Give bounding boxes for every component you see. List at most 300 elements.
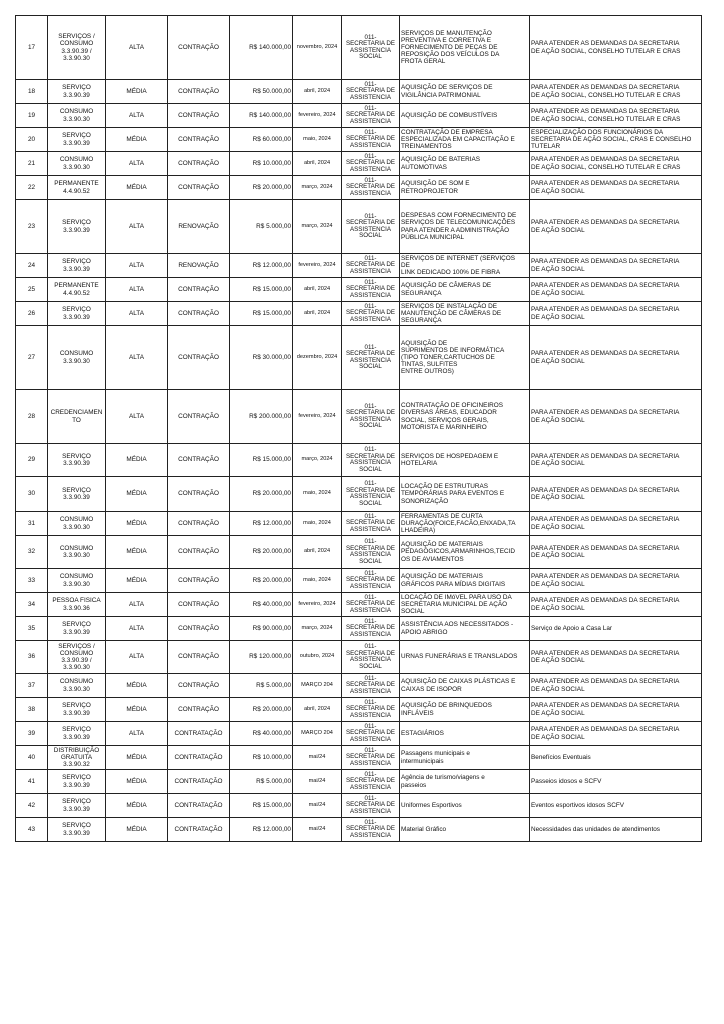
item-description-text: CONTRATAÇÃO DE EMPRESA ESPECIALIZADA EM CAPACITAÇÃO E TREINAMENTOS bbox=[401, 128, 515, 151]
table-row bbox=[16, 617, 702, 641]
item-description-text: DESPESAS COM FORNECIMENTO DE SERVIÇOS DE TELECOMUNICAÇÕES PARA ATENDER A ADMINISTRAÇÃO PÚBLICA MUNICIPAL bbox=[401, 212, 517, 241]
contract-type-text: CONTRAÇÃO bbox=[178, 43, 219, 51]
cell-justification bbox=[530, 176, 702, 200]
cell-row-number bbox=[16, 444, 48, 477]
cell-department bbox=[342, 16, 400, 80]
amount-text: R$ 20.000,00 bbox=[252, 548, 291, 556]
table-row bbox=[16, 104, 702, 128]
item-description-text: AQUISIÇÃO DE SUPRIMENTOS DE INFORMÁTICA (TIPO TONER,CARTUCHOS DE TINTAS, SULFITES ENTRE OUTROS) bbox=[401, 339, 505, 376]
cell-expense-category bbox=[48, 444, 106, 477]
cell-row-number bbox=[16, 128, 48, 152]
cell-item-description bbox=[400, 326, 530, 390]
amount-text: R$ 50.000,00 bbox=[252, 87, 291, 95]
cell-row-number bbox=[16, 176, 48, 200]
contract-type-text: CONTRAÇÃO bbox=[178, 309, 219, 317]
amount-text: R$ 200.000,00 bbox=[249, 412, 291, 420]
cell-item-description bbox=[400, 698, 530, 722]
cell-justification bbox=[530, 302, 702, 326]
expense-category-text: PERMANENTE 4.4.90.52 bbox=[54, 282, 99, 297]
cell-expense-category bbox=[48, 698, 106, 722]
contract-type-text: CONTRATAÇÃO bbox=[174, 825, 223, 833]
cell-justification bbox=[530, 254, 702, 278]
cell-item-description bbox=[400, 80, 530, 104]
table-row bbox=[16, 152, 702, 176]
table-row bbox=[16, 302, 702, 326]
priority-text: MÉDIA bbox=[126, 753, 147, 761]
cell-contract-type bbox=[168, 770, 230, 794]
cell-priority bbox=[106, 770, 168, 794]
amount-text: R$ 40.000,00 bbox=[252, 729, 291, 737]
contract-type-text: CONTRAÇÃO bbox=[178, 519, 219, 527]
amount-text: R$ 20.000,00 bbox=[252, 490, 291, 498]
justification-text: PARA ATENDER AS DEMANDAS DA SECRETARIA DE AÇÃO SOCIAL bbox=[531, 350, 680, 365]
priority-text: ALTA bbox=[128, 261, 145, 269]
cell-contract-type bbox=[168, 200, 230, 254]
cell-contract-type bbox=[168, 722, 230, 746]
cell-amount bbox=[230, 536, 293, 569]
cell-expense-category bbox=[48, 128, 106, 152]
planned-date-text: abril, 2024 bbox=[303, 705, 331, 712]
item-description-text: AQUISIÇÃO DE BRINQUEDOS INFLÁVEIS bbox=[401, 702, 492, 717]
amount-text: R$ 15.000,00 bbox=[252, 285, 291, 293]
table-row bbox=[16, 278, 702, 302]
priority-text: MÉDIA bbox=[126, 576, 147, 584]
amount-text: R$ 10.000,00 bbox=[252, 753, 291, 761]
priority-text: ALTA bbox=[128, 111, 145, 119]
contract-type-text: CONTRAÇÃO bbox=[178, 183, 219, 191]
cell-expense-category bbox=[48, 674, 106, 698]
planned-date-text: mai/24 bbox=[308, 777, 326, 784]
justification-text: PARA ATENDER AS DEMANDAS DA SECRETARIA DE AÇÃO SOCIAL bbox=[531, 282, 680, 297]
planned-date-text: fevereiro, 2024 bbox=[298, 111, 336, 118]
priority-text: ALTA bbox=[128, 353, 145, 361]
item-description-text: AQUISIÇÃO DE SERVIÇOS DE VIGILÂNCIA PATRIMONIAL bbox=[401, 84, 493, 99]
cell-department bbox=[342, 152, 400, 176]
cell-amount bbox=[230, 152, 293, 176]
department-text: 011- SECRETARIA DE ASSISTENCIA SOCIAL bbox=[345, 402, 396, 429]
cell-row-number bbox=[16, 390, 48, 444]
department-text: 011- SECRETARIA DE ASSISTENCIA bbox=[345, 617, 396, 638]
priority-text: ALTA bbox=[128, 159, 145, 167]
contract-type-text: CONTRAÇÃO bbox=[178, 353, 219, 361]
cell-contract-type bbox=[168, 818, 230, 842]
table-row bbox=[16, 390, 702, 444]
cell-priority bbox=[106, 390, 168, 444]
amount-text: R$ 20.000,00 bbox=[252, 183, 291, 191]
cell-amount bbox=[230, 444, 293, 477]
row-number-text: 40 bbox=[27, 753, 36, 761]
cell-row-number bbox=[16, 302, 48, 326]
cell-justification bbox=[530, 128, 702, 152]
justification-text: PARA ATENDER AS DEMANDAS DA SECRETARIA DE AÇÃO SOCIAL, CONSELHO TUTELAR E CRAS bbox=[531, 156, 681, 171]
cell-row-number bbox=[16, 104, 48, 128]
cell-department bbox=[342, 176, 400, 200]
cell-row-number bbox=[16, 152, 48, 176]
department-text: 011- SECRETARIA DE ASSISTENCIA bbox=[345, 302, 396, 323]
cell-expense-category bbox=[48, 254, 106, 278]
item-description-text: AQUISIÇÃO DE CAIXAS PLÁSTICAS E CAIXAS DE ISOPOR bbox=[401, 678, 516, 693]
cell-planned-date bbox=[293, 536, 342, 569]
planned-date-text: maio, 2024 bbox=[303, 519, 331, 526]
cell-priority bbox=[106, 477, 168, 512]
cell-department bbox=[342, 770, 400, 794]
row-number-text: 28 bbox=[27, 412, 36, 420]
expense-category-text: SERVIÇO 3.3.90.39 bbox=[62, 798, 91, 813]
justification-text: PARA ATENDER AS DEMANDAS DA SECRETARIA DE AÇÃO SOCIAL, CONSELHO TUTELAR E CRAS bbox=[531, 108, 681, 123]
cell-item-description bbox=[400, 818, 530, 842]
expense-category-text: SERVIÇO 3.3.90.39 bbox=[62, 219, 91, 234]
cell-planned-date bbox=[293, 593, 342, 617]
contract-type-text: CONTRAÇÃO bbox=[178, 653, 219, 661]
cell-item-description bbox=[400, 794, 530, 818]
cell-department bbox=[342, 326, 400, 390]
item-description-text: SERVIÇOS DE HOSPEDAGEM E HOTELARIA bbox=[401, 452, 499, 467]
expense-category-text: SERVIÇO 3.3.90.39 bbox=[62, 132, 91, 147]
department-text: 011- SECRETARIA DE ASSISTENCIA bbox=[345, 176, 396, 197]
priority-text: ALTA bbox=[128, 222, 145, 230]
cell-expense-category bbox=[48, 722, 106, 746]
cell-contract-type bbox=[168, 104, 230, 128]
contract-type-text: RENOVAÇÃO bbox=[178, 222, 219, 230]
cell-amount bbox=[230, 569, 293, 593]
table-row bbox=[16, 770, 702, 794]
item-description-text: AQUISIÇÃO DE MATERIAIS GRÁFICOS PARA MÍDIAS DIGITAIS bbox=[401, 573, 506, 588]
cell-expense-category bbox=[48, 152, 106, 176]
cell-item-description bbox=[400, 593, 530, 617]
item-description-text: AQUISIÇÃO DE CÂMERAS DE SEGURANÇA bbox=[401, 282, 492, 297]
cell-justification bbox=[530, 278, 702, 302]
row-number-text: 39 bbox=[27, 729, 36, 737]
cell-justification bbox=[530, 536, 702, 569]
expense-category-text: SERVIÇO 3.3.90.39 bbox=[62, 774, 91, 789]
table-row bbox=[16, 569, 702, 593]
cell-amount bbox=[230, 254, 293, 278]
justification-text: PARA ATENDER AS DEMANDAS DA SECRETARIA DE AÇÃO SOCIAL, CONSELHO TUTELAR E CRAS bbox=[531, 84, 681, 99]
expense-category-text: CONSUMO 3.3.90.30 bbox=[59, 573, 94, 588]
cell-planned-date bbox=[293, 80, 342, 104]
cell-contract-type bbox=[168, 593, 230, 617]
cell-planned-date bbox=[293, 674, 342, 698]
department-text: 011- SECRETARIA DE ASSISTENCIA SOCIAL bbox=[345, 33, 396, 60]
cell-contract-type bbox=[168, 536, 230, 569]
justification-text: Necessidades das unidades de atendimentos bbox=[531, 825, 660, 833]
table-row bbox=[16, 16, 702, 80]
cell-row-number bbox=[16, 16, 48, 80]
cell-justification bbox=[530, 512, 702, 536]
cell-item-description bbox=[400, 617, 530, 641]
table-row bbox=[16, 698, 702, 722]
cell-priority bbox=[106, 254, 168, 278]
row-number-text: 29 bbox=[27, 456, 36, 464]
cell-planned-date bbox=[293, 794, 342, 818]
department-text: 011- SECRETARIA DE ASSISTENCIA bbox=[345, 770, 396, 791]
cell-amount bbox=[230, 326, 293, 390]
justification-text: PARA ATENDER AS DEMANDAS DA SECRETARIA DE AÇÃO SOCIAL bbox=[531, 726, 680, 741]
row-number-text: 37 bbox=[27, 681, 36, 689]
planned-date-text: abril, 2024 bbox=[303, 87, 331, 94]
amount-text: R$ 40.000,00 bbox=[252, 600, 291, 608]
cell-department bbox=[342, 80, 400, 104]
priority-text: ALTA bbox=[128, 624, 145, 632]
table-row bbox=[16, 176, 702, 200]
amount-text: R$ 15.000,00 bbox=[252, 309, 291, 317]
table-body bbox=[16, 16, 702, 842]
cell-expense-category bbox=[48, 617, 106, 641]
planned-date-text: abril, 2024 bbox=[303, 285, 331, 292]
cell-expense-category bbox=[48, 80, 106, 104]
cell-justification bbox=[530, 674, 702, 698]
row-number-text: 24 bbox=[27, 261, 36, 269]
department-text: 011- SECRETARIA DE ASSISTENCIA bbox=[345, 746, 396, 767]
contract-type-text: CONTRAÇÃO bbox=[178, 490, 219, 498]
cell-justification bbox=[530, 641, 702, 674]
cell-department bbox=[342, 128, 400, 152]
item-description-text: AQUISIÇÃO DE SOM E RETROPROJETOR bbox=[401, 180, 470, 195]
cell-justification bbox=[530, 104, 702, 128]
contract-type-text: CONTRAÇÃO bbox=[178, 705, 219, 713]
row-number-text: 34 bbox=[27, 600, 36, 608]
cell-item-description bbox=[400, 569, 530, 593]
department-text: 011- SECRETARIA DE ASSISTENCIA SOCIAL bbox=[345, 643, 396, 670]
justification-text: PARA ATENDER AS DEMANDAS DA SECRETARIA DE AÇÃO SOCIAL, CONSELHO TUTELAR E CRAS bbox=[531, 40, 681, 55]
cell-item-description bbox=[400, 477, 530, 512]
cell-priority bbox=[106, 569, 168, 593]
row-number-text: 21 bbox=[27, 159, 36, 167]
department-text: 011- SECRETARIA DE ASSISTENCIA bbox=[345, 152, 396, 173]
justification-text: PARA ATENDER AS DEMANDAS DA SECRETARIA DE AÇÃO SOCIAL bbox=[531, 486, 680, 501]
cell-planned-date bbox=[293, 104, 342, 128]
justification-text: PARA ATENDER AS DEMANDAS DA SECRETARIA DE AÇÃO SOCIAL bbox=[531, 516, 680, 531]
amount-text: R$ 15.000,00 bbox=[252, 801, 291, 809]
planned-date-text: outubro, 2024 bbox=[299, 653, 335, 660]
cell-priority bbox=[106, 302, 168, 326]
row-number-text: 30 bbox=[27, 490, 36, 498]
row-number-text: 22 bbox=[27, 183, 36, 191]
cell-amount bbox=[230, 390, 293, 444]
amount-text: R$ 5.000,00 bbox=[256, 777, 291, 785]
cell-item-description bbox=[400, 770, 530, 794]
row-number-text: 20 bbox=[27, 135, 36, 143]
justification-text: PARA ATENDER AS DEMANDAS DA SECRETARIA DE AÇÃO SOCIAL bbox=[531, 452, 680, 467]
table-row bbox=[16, 512, 702, 536]
cell-item-description bbox=[400, 200, 530, 254]
cell-department bbox=[342, 698, 400, 722]
expense-category-text: SERVIÇO 3.3.90.39 bbox=[62, 702, 91, 717]
cell-department bbox=[342, 641, 400, 674]
cell-contract-type bbox=[168, 390, 230, 444]
amount-text: R$ 120.000,00 bbox=[249, 653, 291, 661]
cell-planned-date bbox=[293, 818, 342, 842]
cell-priority bbox=[106, 536, 168, 569]
cell-justification bbox=[530, 746, 702, 770]
cell-expense-category bbox=[48, 200, 106, 254]
contract-type-text: CONTRAÇÃO bbox=[178, 285, 219, 293]
justification-text: PARA ATENDER AS DEMANDAS DA SECRETARIA DE AÇÃO SOCIAL bbox=[531, 573, 680, 588]
cell-amount bbox=[230, 128, 293, 152]
cell-priority bbox=[106, 200, 168, 254]
cell-contract-type bbox=[168, 128, 230, 152]
priority-text: MÉDIA bbox=[126, 705, 147, 713]
cell-amount bbox=[230, 176, 293, 200]
cell-priority bbox=[106, 176, 168, 200]
cell-priority bbox=[106, 746, 168, 770]
department-text: 011- SECRETARIA DE ASSISTENCIA bbox=[345, 674, 396, 695]
cell-row-number bbox=[16, 326, 48, 390]
table-row bbox=[16, 444, 702, 477]
cell-planned-date bbox=[293, 641, 342, 674]
cell-department bbox=[342, 794, 400, 818]
planned-date-text: abril, 2024 bbox=[303, 159, 331, 166]
row-number-text: 41 bbox=[27, 777, 36, 785]
cell-amount bbox=[230, 512, 293, 536]
cell-expense-category bbox=[48, 794, 106, 818]
expense-category-text: SERVIÇO 3.3.90.39 bbox=[62, 258, 91, 273]
priority-text: MÉDIA bbox=[126, 519, 147, 527]
department-text: 011- SECRETARIA DE ASSISTENCIA bbox=[345, 278, 396, 299]
contract-type-text: CONTRAÇÃO bbox=[178, 456, 219, 464]
row-number-text: 26 bbox=[27, 309, 36, 317]
amount-text: R$ 10.000,00 bbox=[252, 159, 291, 167]
table-row bbox=[16, 477, 702, 512]
contract-type-text: CONTRAÇÃO bbox=[178, 624, 219, 632]
cell-department bbox=[342, 302, 400, 326]
contract-type-text: CONTRAÇÃO bbox=[178, 87, 219, 95]
justification-text: Eventos esportivos idosos SCFV bbox=[531, 801, 625, 809]
department-text: 011- SECRETARIA DE ASSISTENCIA bbox=[345, 254, 396, 275]
cell-item-description bbox=[400, 746, 530, 770]
expense-category-text: CONSUMO 3.3.90.30 bbox=[59, 678, 94, 693]
item-description-text: ESTAGIÁRIOS bbox=[401, 729, 444, 737]
cell-department bbox=[342, 617, 400, 641]
cell-amount bbox=[230, 80, 293, 104]
cell-contract-type bbox=[168, 794, 230, 818]
item-description-text: Uniformes Esportivos bbox=[401, 801, 462, 809]
cell-priority bbox=[106, 593, 168, 617]
planned-date-text: março, 2024 bbox=[301, 456, 333, 463]
row-number-text: 33 bbox=[27, 576, 36, 584]
cell-amount bbox=[230, 794, 293, 818]
planned-date-text: maio, 2024 bbox=[303, 490, 331, 497]
priority-text: ALTA bbox=[128, 729, 145, 737]
cell-amount bbox=[230, 770, 293, 794]
justification-text: PARA ATENDER AS DEMANDAS DA SECRETARIA DE AÇÃO SOCIAL bbox=[531, 678, 680, 693]
item-description-text: Agência de turismo/viagens e passeios bbox=[401, 774, 485, 789]
cell-expense-category bbox=[48, 818, 106, 842]
cell-planned-date bbox=[293, 746, 342, 770]
table-row bbox=[16, 254, 702, 278]
expense-category-text: SERVIÇO 3.3.90.39 bbox=[62, 452, 91, 467]
cell-department bbox=[342, 536, 400, 569]
procurement-table bbox=[15, 15, 702, 842]
table-row bbox=[16, 722, 702, 746]
cell-justification bbox=[530, 698, 702, 722]
cell-amount bbox=[230, 698, 293, 722]
department-text: 011- SECRETARIA DE ASSISTENCIA SOCIAL bbox=[345, 212, 396, 239]
cell-amount bbox=[230, 641, 293, 674]
cell-planned-date bbox=[293, 390, 342, 444]
cell-priority bbox=[106, 698, 168, 722]
row-number-text: 19 bbox=[27, 111, 36, 119]
amount-text: R$ 60.000,00 bbox=[252, 135, 291, 143]
cell-row-number bbox=[16, 794, 48, 818]
cell-item-description bbox=[400, 722, 530, 746]
contract-type-text: CONTRATAÇÃO bbox=[174, 753, 223, 761]
cell-expense-category bbox=[48, 512, 106, 536]
cell-planned-date bbox=[293, 722, 342, 746]
cell-amount bbox=[230, 722, 293, 746]
department-text: 011- SECRETARIA DE ASSISTENCIA bbox=[345, 104, 396, 125]
table-row bbox=[16, 128, 702, 152]
expense-category-text: PERMANENTE 4.4.90.52 bbox=[54, 180, 99, 195]
cell-justification bbox=[530, 200, 702, 254]
row-number-text: 17 bbox=[27, 43, 36, 51]
expense-category-text: CONSUMO 3.3.90.30 bbox=[59, 544, 94, 559]
justification-text: PARA ATENDER AS DEMANDAS DA SECRETARIA DE AÇÃO SOCIAL bbox=[531, 180, 680, 195]
item-description-text: AQUISIÇÃO DE COMBUSTÍVEIS bbox=[401, 111, 498, 119]
cell-justification bbox=[530, 770, 702, 794]
justification-text: PARA ATENDER AS DEMANDAS DA SECRETARIA DE AÇÃO SOCIAL bbox=[531, 597, 680, 612]
planned-date-text: novembro, 2024 bbox=[296, 43, 338, 50]
item-description-text: AQUISIÇÃO DE BATERIAS AUTOMOTIVAS bbox=[401, 156, 481, 171]
department-text: 011- SECRETARIA DE ASSISTENCIA bbox=[345, 80, 396, 101]
cell-expense-category bbox=[48, 176, 106, 200]
priority-text: MÉDIA bbox=[126, 548, 147, 556]
cell-expense-category bbox=[48, 593, 106, 617]
cell-item-description bbox=[400, 444, 530, 477]
cell-row-number bbox=[16, 746, 48, 770]
cell-planned-date bbox=[293, 200, 342, 254]
justification-text: Passeios idosos e SCFV bbox=[531, 777, 602, 785]
cell-expense-category bbox=[48, 746, 106, 770]
cell-expense-category bbox=[48, 16, 106, 80]
cell-priority bbox=[106, 512, 168, 536]
item-description-text: SERVIÇOS DE MANUTENÇÃO PREVENTIVA E CORRETIVA E FORNECIMENTO DE PEÇAS DE REPOSIÇÃO DOS VEÍCULOS DA FROTA GERAL bbox=[401, 29, 500, 66]
cell-planned-date bbox=[293, 569, 342, 593]
cell-planned-date bbox=[293, 128, 342, 152]
cell-priority bbox=[106, 326, 168, 390]
cell-department bbox=[342, 104, 400, 128]
expense-category-text: SERVIÇO 3.3.90.39 bbox=[62, 621, 91, 636]
contract-type-text: CONTRATAÇÃO bbox=[174, 801, 223, 809]
department-text: 011- SECRETARIA DE ASSISTENCIA SOCIAL bbox=[345, 446, 396, 473]
cell-contract-type bbox=[168, 152, 230, 176]
cell-contract-type bbox=[168, 569, 230, 593]
cell-justification bbox=[530, 16, 702, 80]
department-text: 011- SECRETARIA DE ASSISTENCIA bbox=[345, 593, 396, 614]
cell-item-description bbox=[400, 512, 530, 536]
department-text: 011- SECRETARIA DE ASSISTENCIA bbox=[345, 128, 396, 149]
department-text: 011- SECRETARIA DE ASSISTENCIA bbox=[345, 698, 396, 719]
cell-row-number bbox=[16, 254, 48, 278]
cell-row-number bbox=[16, 278, 48, 302]
table-row bbox=[16, 818, 702, 842]
cell-expense-category bbox=[48, 770, 106, 794]
cell-priority bbox=[106, 794, 168, 818]
cell-item-description bbox=[400, 104, 530, 128]
cell-priority bbox=[106, 641, 168, 674]
department-text: 011- SECRETARIA DE ASSISTENCIA SOCIAL bbox=[345, 343, 396, 370]
cell-contract-type bbox=[168, 254, 230, 278]
item-description-text: CONTRATAÇÃO DE OFICINEIROS DIVERSAS ÁREAS, EDUCADOR SOCIAL, SERVIÇOS GERAIS, MOTORISTA E MARINHEIRO bbox=[401, 402, 504, 431]
justification-text: ESPECIALIZAÇÃO DOS FUNCIONÁRIOS DA SECRETARIA DE AÇÃO SOCIAL, CRAS E CONSELHO TUTELAR bbox=[531, 128, 692, 151]
amount-text: R$ 5.000,00 bbox=[256, 222, 291, 230]
row-number-text: 23 bbox=[27, 222, 36, 230]
cell-justification bbox=[530, 794, 702, 818]
expense-category-text: SERVIÇO 3.3.90.39 bbox=[62, 306, 91, 321]
priority-text: MÉDIA bbox=[126, 87, 147, 95]
row-number-text: 27 bbox=[27, 353, 36, 361]
cell-justification bbox=[530, 569, 702, 593]
